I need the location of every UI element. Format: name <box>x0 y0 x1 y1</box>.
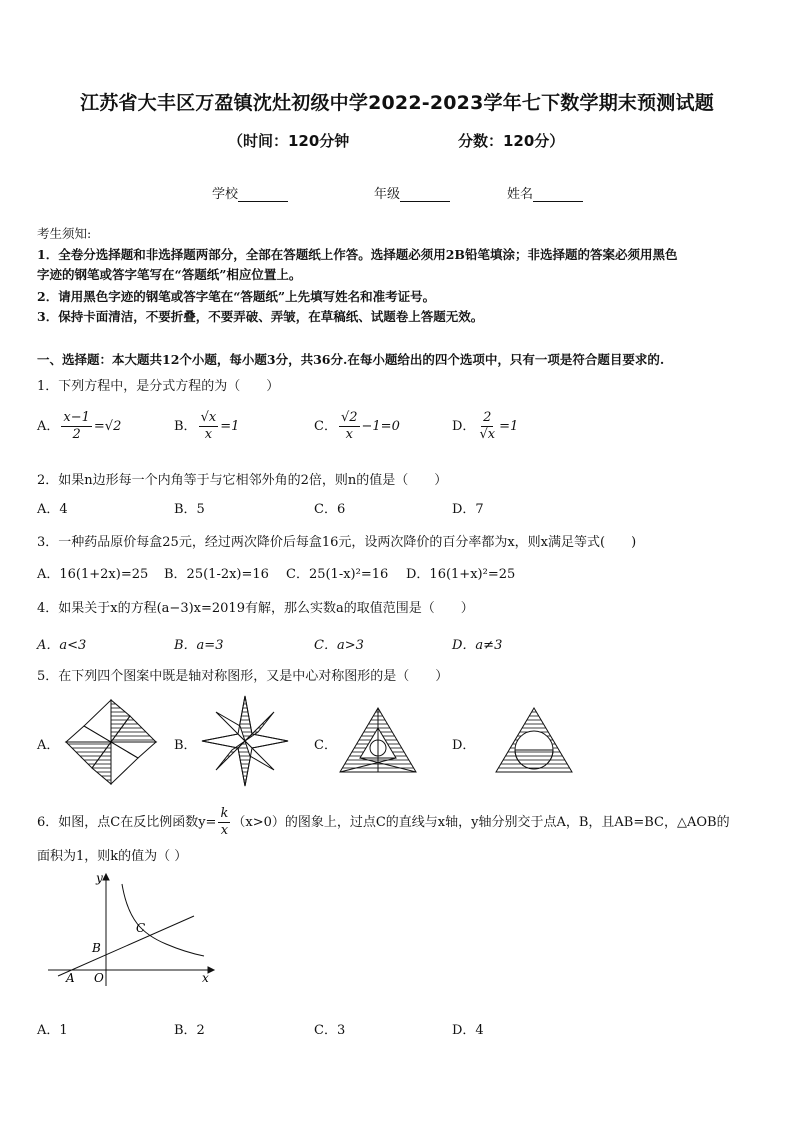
q2-option-b[interactable]: B．5 <box>174 502 205 517</box>
q2-option-d[interactable]: D．7 <box>452 502 484 517</box>
q4-option-d[interactable]: D．a≠3 <box>452 638 503 653</box>
q3-option-a[interactable]: A．16(1+2x)=25 <box>37 567 149 582</box>
q5-option-b-label[interactable]: B． <box>174 738 197 753</box>
question-4-stem: 4．如果关于x的方程(a−3)x=2019有解，那么实数a的取值范围是（ ） <box>37 601 474 616</box>
q3-option-d[interactable]: D．16(1+x)²=25 <box>406 567 516 582</box>
grade-field[interactable]: 年级 <box>374 183 450 202</box>
page-title: 江苏省大丰区万盈镇沈灶初级中学2022-2023学年七下数学期末预测试题 <box>80 92 714 114</box>
notice-item: 2．请用黑色字迹的钢笔或答字笔在“答题纸”上先填写姓名和准考证号。 <box>37 289 436 304</box>
hyperbola-graph <box>44 870 216 988</box>
q3-option-b[interactable]: B．25(1-2x)=16 <box>164 567 269 582</box>
q4-option-b[interactable]: B．a=3 <box>174 638 224 653</box>
q1-option-b[interactable]: B． $\frac{√x}{x}$ =1 <box>174 410 240 442</box>
q3-option-c[interactable]: C．25(1-x)²=16 <box>286 567 389 582</box>
notice-item: 字迹的钢笔或答字笔写在“答题纸”相应位置上。 <box>37 267 302 282</box>
q2-option-a[interactable]: A．4 <box>37 502 68 517</box>
q6-option-c[interactable]: C．3 <box>314 1023 346 1038</box>
q4-option-a[interactable]: A．a<3 <box>37 638 87 653</box>
graph-label-x: x <box>202 971 209 985</box>
graph-label-b: B <box>92 941 101 955</box>
graph-label-origin: O <box>94 971 104 985</box>
section-heading: 一、选择题：本大题共12个小题，每小题3分，共36分.在每小题给出的四个选项中，只有一项是符合题目要求的. <box>37 352 665 367</box>
pinwheel-figure[interactable] <box>64 698 158 786</box>
question-3-stem: 3．一种药品原价每盒25元，经过两次降价后每盒16元，设两次降价的百分率都为x，则x满足等式( ) <box>37 535 637 550</box>
q6-option-a[interactable]: A．1 <box>37 1023 68 1038</box>
q5-option-d-label[interactable]: D． <box>452 738 476 753</box>
q5-option-c-label[interactable]: C． <box>314 738 337 753</box>
q1-option-c[interactable]: C． $\frac{√2}{x}$ −1=0 <box>314 410 400 442</box>
compass-star-figure[interactable] <box>200 694 290 788</box>
exam-score: 分数：120分） <box>458 132 565 150</box>
triangle-circle-figure[interactable] <box>494 706 574 774</box>
q6-option-d[interactable]: D．4 <box>452 1023 484 1038</box>
question-6-stem: 6．如图，点C在反比例函数y= $\frac{k}{x}$ （x>0）的图象上，过点C的直线与x轴，y轴分别交于点A，B，且AB=BC，△AOB的 <box>37 806 730 838</box>
q1-option-a[interactable]: A． $\frac{x-1}{2}$ =√2 <box>37 410 122 442</box>
school-field[interactable]: 学校 <box>212 183 288 202</box>
question-5-stem: 5．在下列四个图案中既是轴对称图形，又是中心对称图形的是（ ） <box>37 669 449 684</box>
q4-option-c[interactable]: C．a>3 <box>314 638 364 653</box>
question-1-stem: 1．下列方程中，是分式方程的为（ ） <box>37 379 280 394</box>
exam-time: （时间：120分钟 <box>228 132 350 150</box>
hatched-triangle-figure[interactable] <box>338 706 418 774</box>
notice-heading: 考生须知: <box>37 226 92 241</box>
question-2-stem: 2．如果n边形每一个内角等于与它相邻外角的2倍，则n的值是（ ） <box>37 473 448 488</box>
graph-label-a: A <box>66 971 75 985</box>
graph-label-c: C <box>136 921 146 935</box>
q2-option-c[interactable]: C．6 <box>314 502 346 517</box>
graph-label-y: y <box>96 871 103 885</box>
notice-item: 3．保持卡面清洁，不要折叠，不要弄破、弄皱，在草稿纸、试题卷上答题无效。 <box>37 309 484 324</box>
q5-option-a-label[interactable]: A． <box>37 738 60 753</box>
q6-option-b[interactable]: B．2 <box>174 1023 205 1038</box>
q1-option-d[interactable]: D． $\frac{2}{√x}$ =1 <box>452 410 519 442</box>
question-6-stem-cont: 面积为1，则k的值为（ ） <box>37 849 188 864</box>
notice-item: 1．全卷分选择题和非选择题两部分，全部在答题纸上作答。选择题必须用2B铅笔填涂；非选择题的答案必须用黑色 <box>37 247 678 262</box>
name-field[interactable]: 姓名 <box>507 183 583 202</box>
